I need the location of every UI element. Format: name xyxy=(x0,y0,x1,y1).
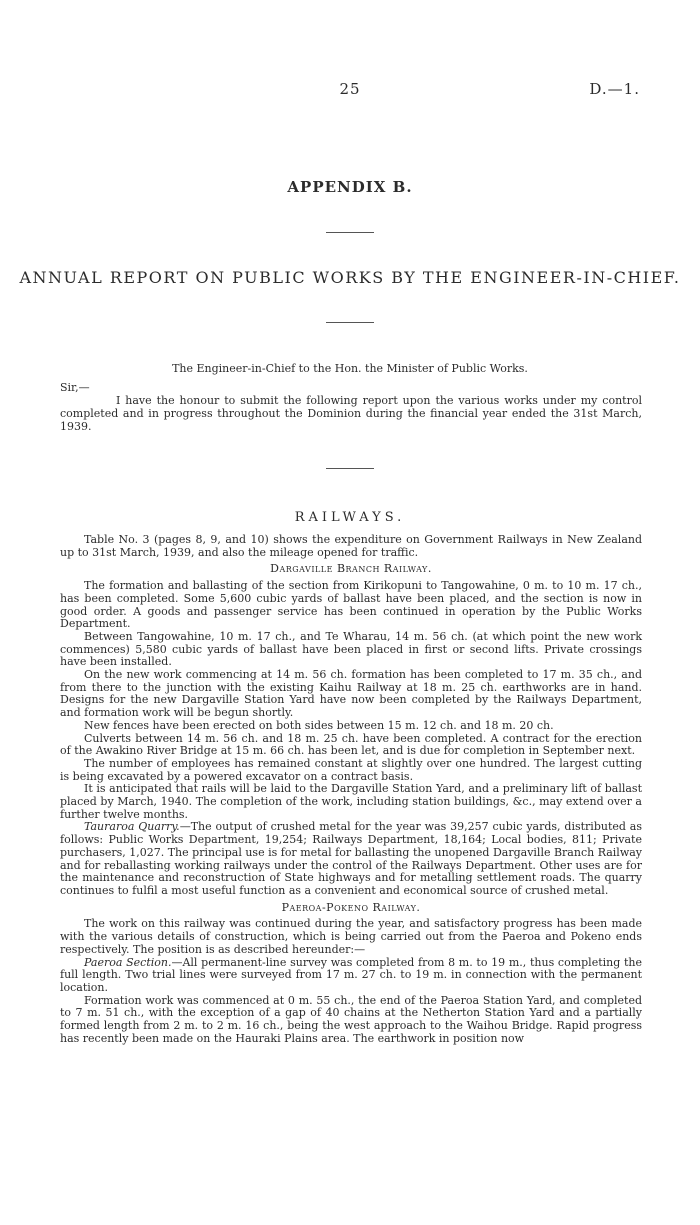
report-title: ANNUAL REPORT ON PUBLIC WORKS BY THE ENGINEER-IN-CHIEF. xyxy=(19,268,681,287)
quarry-text: —The output of crushed metal for the year was 39,257 cubic yards, distributed as follows: Public Works Department, 19,254; Railways Department, 18,164; Local bodies, 811; Private purchasers, 1,027. The principal use is for metal for ballasting the unopened Dargaville Branch Railway and for reballasting working railways under the control of the Railways Department. Other uses are for the maintenance and reconstruction of State highways and for metalling settlement roads. The quarry continues to fulfil a most useful function as a convenient and economical source of crushed metal. xyxy=(60,820,643,897)
addressee-text: The Engineer-in-Chief to the Hon. the Minister of Public Works. xyxy=(172,362,528,375)
paragraph: On the new work commencing at 14 m. 56 ch. formation has been completed to 17 m. 35 ch., and from there to the junction with the existing Kaihu Railway at 18 m. 25 ch. earthworks are in hand. Designs for the new Dargaville Station Yard have now been completed by the Railways Department, and formation work will be begun shortly. xyxy=(60,668,642,720)
section-title: RAILWAYS. xyxy=(294,510,406,525)
paragraph: Between Tangowahine, 10 m. 17 ch., and Te Wharau, 14 m. 56 ch. (at which point the new work commences) 5,580 cubic yards of ballast have been placed in first or second lifts. Private crossings have been installed. xyxy=(60,629,642,669)
paeroa-section-text: —All permanent-line survey was completed from 8 m. to 19 m., thus completing the full length. Two trial lines were surveyed from 17 m. 27 ch. to 19 m. in connection with the permanent location. xyxy=(60,955,642,994)
dargaville-heading: Dargaville Branch Railway. xyxy=(270,562,432,576)
paeroa-heading: Paeroa-Pokeno Railway. xyxy=(281,900,421,914)
document-reference: D.—1. xyxy=(589,80,640,98)
paragraph: New fences have been erected on both sides between 15 m. 12 ch. and 18 m. 20 ch. xyxy=(84,718,554,732)
paeroa-section-paragraph xyxy=(60,957,642,995)
railways-intro-paragraph: Table No. 3 (pages 8, 9, and 10) shows the expenditure on Government Railways in New Zealand up to 31st March, 1939, and also the mileage opened for traffic. xyxy=(60,533,642,559)
quarry-paragraph xyxy=(60,821,642,897)
paragraph: It is anticipated that rails will be laid to the Dargaville Station Yard, and a preliminary lift of ballast placed by March, 1940. The completion of the work, including station buildings, &c., may extend over a further twelve months. xyxy=(60,782,642,821)
divider-rule xyxy=(326,232,374,233)
report-body xyxy=(60,534,642,1045)
paragraph: The formation and ballasting of the section from Kirikopuni to Tangowahine, 0 m. to 10 m. 17 ch., has been completed. Some 5,600 cubic yards of ballast have been placed, and the section is now in good order. A goods and passenger service has been continued in operation by the Public Works Department. xyxy=(60,579,642,631)
quarry-label: Tauraroa Quarry. xyxy=(84,820,180,834)
intro-paragraph: I have the honour to submit the following report upon the various works under my control completed and in progress throughout the Dominion during the financial year ended the 31st March, 1939. xyxy=(60,394,642,433)
salutation: Sir,— xyxy=(60,381,90,394)
divider-rule xyxy=(326,468,374,469)
paragraph: Culverts between 14 m. 56 ch. and 18 m. 25 ch. have been completed. A contract for the erection of the Awakino River Bridge at 15 m. 66 ch. has been let, and is due for completion in September next. xyxy=(60,731,642,758)
paragraph: The number of employees has remained constant at slightly over one hundred. The largest cutting is being excavated by a powered excavator on a contract basis. xyxy=(60,756,642,783)
appendix-title: APPENDIX B. xyxy=(287,178,413,196)
paragraph: Formation work was commenced at 0 m. 55 ch., the end of the Paeroa Station Yard, and completed to 7 m. 51 ch., with the exception of a gap of 40 chains at the Netherton Station Yard and a partially formed length from 2 m. to 2 m. 16 ch., being the west approach to the Waihou Bridge. Rapid progress has recently been made on the Hauraki Plains area. The earthwork in position now xyxy=(60,993,642,1045)
page-number: 25 xyxy=(339,80,361,98)
paragraph: The work on this railway was continued during the year, and satisfactory progress has been made with the various details of construction, which is being carried out from the Paeroa and Pokeno ends respectively. The position is as described hereunder:— xyxy=(60,917,642,956)
paeroa-section-label: Paeroa Section. xyxy=(84,955,172,969)
addressee-line xyxy=(0,362,700,375)
divider-rule xyxy=(326,322,374,323)
